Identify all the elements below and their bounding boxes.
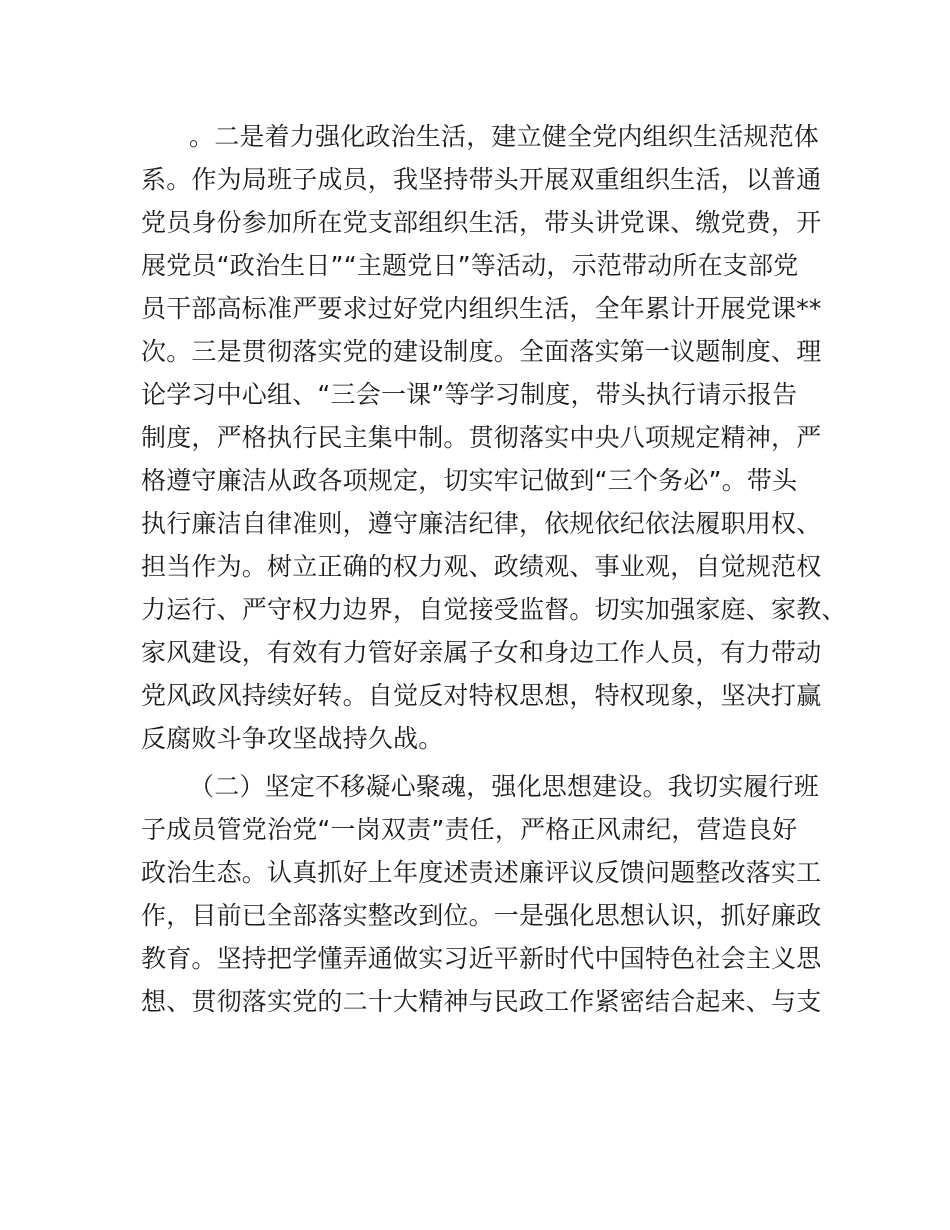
text-line: 制度，严格执行民主集中制。贯彻落实中央八项规定精神，严 <box>141 423 822 452</box>
text-line: 子成员管党治党“一岗双责”责任，严格正风肃纪，营造良好 <box>141 815 798 844</box>
text-line: 格遵守廉洁从政各项规定，切实牢记做到“三个务必”。带头 <box>141 466 798 495</box>
text-line: 。二是着力强化政治生活，建立健全党内组织生活规范体 <box>189 122 820 151</box>
text-line: 教育。坚持把学懂弄通做实习近平新时代中国特色社会主义思 <box>141 944 822 973</box>
text-line: 家风建设，有效有力管好亲属子女和身边工作人员，有力带动 <box>141 638 822 667</box>
text-line: 论学习中心组、“三会一课”等学习制度，带头执行请示报告 <box>141 380 798 409</box>
text-line: 想、贯彻落实党的二十大精神与民政工作紧密结合起来、与支 <box>141 987 822 1016</box>
text-line: 执行廉洁自律准则，遵守廉洁纪律，依规依纪依法履职用权、 <box>141 509 822 538</box>
text-line: 作，目前已全部落实整改到位。一是强化思想认识，抓好廉政 <box>141 901 822 930</box>
text-line: 展党员“政治生日”“主题党日”等活动，示范带动所在支部党 <box>141 251 799 280</box>
text-line: 党员身份参加所在党支部组织生活，带头讲党课、缴党费，开 <box>141 208 822 237</box>
text-line: （二）坚定不移凝心聚魂，强化思想建设。我切实履行班 <box>189 772 820 801</box>
text-line: 政治生态。认真抓好上年度述责述廉评议反馈问题整改落实工 <box>141 858 822 887</box>
text-line: 次。三是贯彻落实党的建设制度。全面落实第一议题制度、理 <box>141 337 822 366</box>
text-line: 担当作为。树立正确的权力观、政绩观、事业观，自觉规范权 <box>141 552 822 581</box>
text-line: 系。作为局班子成员，我坚持带头开展双重组织生活，以普通 <box>141 165 822 194</box>
text-line: 党风政风持续好转。自觉反对特权思想，特权现象，坚决打赢 <box>141 681 822 710</box>
text-line: 力运行、严守权力边界，自觉接受监督。切实加强家庭、家教、 <box>141 595 847 624</box>
text-line: 员干部高标准严要求过好党内组织生活，全年累计开展党课** <box>141 294 822 323</box>
text-line: 反腐败斗争攻坚战持久战。 <box>141 724 444 753</box>
